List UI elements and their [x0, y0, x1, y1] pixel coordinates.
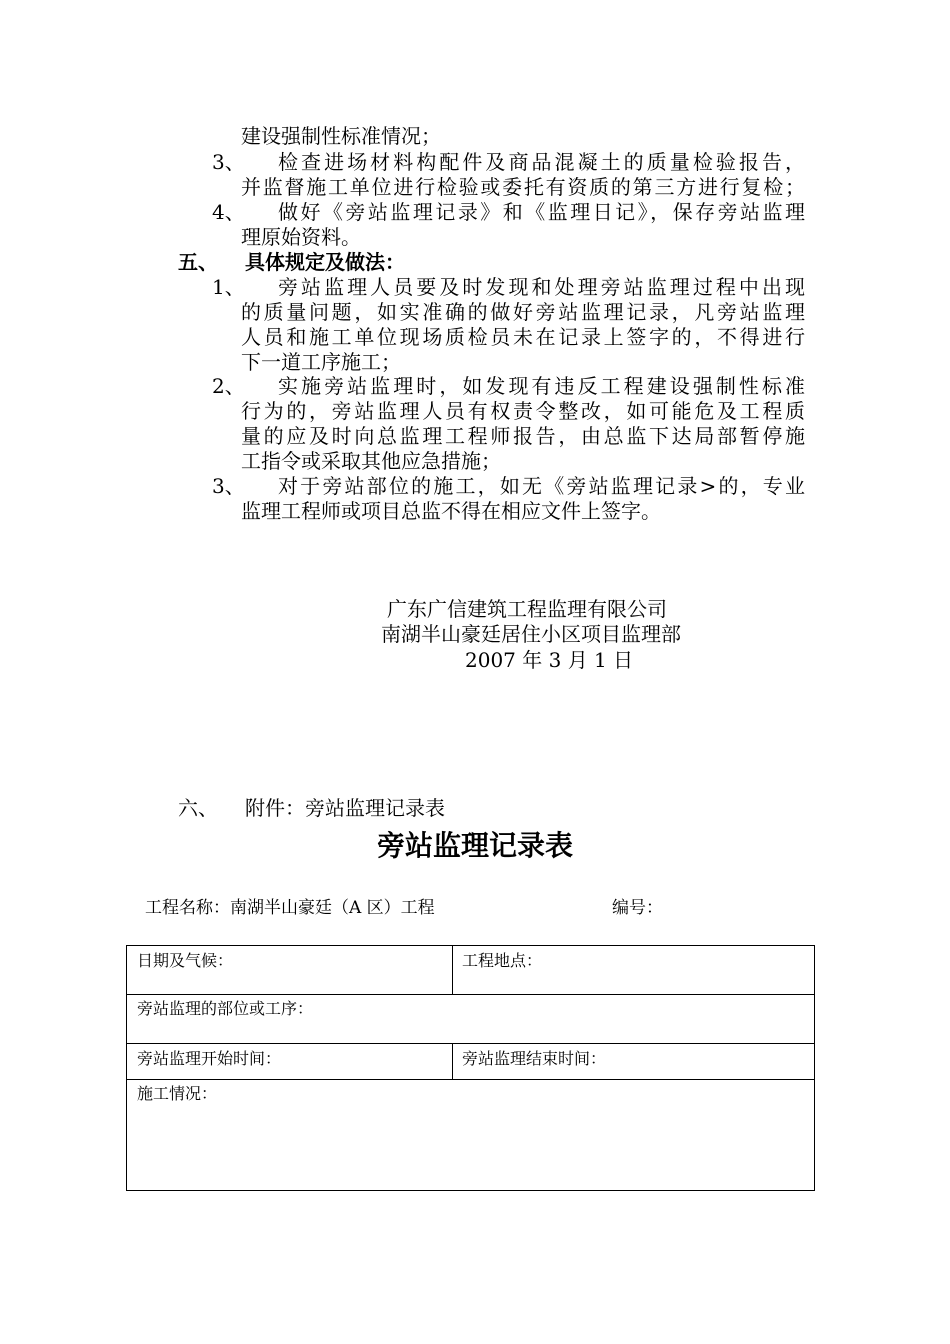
serial-number-label: 编号：	[612, 898, 663, 918]
item-number: 3、	[212, 474, 245, 498]
form-title: 旁站监理记录表	[376, 829, 573, 862]
item-number: 1、	[212, 275, 245, 299]
table-rule	[127, 994, 814, 995]
signature-date: 2007 年 3 月 1 日	[465, 648, 634, 672]
table-divider	[452, 1043, 453, 1079]
construction-status-field[interactable]: 施工情况：	[137, 1084, 218, 1103]
section-heading: 附件：旁站监理记录表	[245, 796, 445, 820]
text-line: 人员和施工单位现场质检员未在记录上签字的，不得进行	[241, 325, 805, 349]
part-process-field[interactable]: 旁站监理的部位或工序：	[137, 999, 314, 1018]
text-line: 量的应及时向总监理工程师报告，由总监下达局部暂停施	[241, 424, 805, 448]
section-heading: 具体规定及做法：	[245, 250, 405, 274]
text-line: 对于旁站部位的施工，如无《旁站监理记录>的，专业	[278, 474, 805, 498]
section-number: 五、	[178, 250, 218, 274]
text-line: 监理工程师或项目总监不得在相应文件上签字。	[241, 499, 661, 523]
text-line: 下一道工序施工；	[241, 350, 401, 374]
text-line: 工指令或采取其他应急措施；	[241, 449, 501, 473]
project-name: 工程名称：南湖半山豪廷（A 区）工程	[145, 898, 435, 918]
table-rule	[127, 1079, 814, 1080]
text-line: 实施旁站监理时，如发现有违反工程建设强制性标准	[278, 374, 805, 398]
company-name: 广东广信建筑工程监理有限公司	[387, 597, 667, 621]
table-divider	[452, 946, 453, 994]
end-time-field[interactable]: 旁站监理结束时间：	[462, 1049, 607, 1068]
item-number: 4、	[212, 200, 245, 224]
text-line: 理原始资料。	[241, 225, 361, 249]
start-time-field[interactable]: 旁站监理开始时间：	[137, 1049, 282, 1068]
location-field[interactable]: 工程地点：	[462, 951, 543, 970]
table-rule	[127, 1043, 814, 1044]
department-name: 南湖半山豪廷居住小区项目监理部	[381, 622, 681, 646]
text-line: 做好《旁站监理记录》和《监理日记》，保存旁站监理	[278, 200, 805, 224]
text-line: 建设强制性标准情况；	[241, 124, 441, 148]
section-number: 六、	[178, 796, 218, 820]
text-line: 的质量问题，如实准确的做好旁站监理记录，凡旁站监理	[241, 300, 805, 324]
item-number: 2、	[212, 374, 245, 398]
record-table	[126, 945, 815, 1191]
item-number: 3、	[212, 150, 245, 174]
text-line: 检查进场材料构配件及商品混凝土的质量检验报告，	[278, 150, 805, 174]
text-line: 旁站监理人员要及时发现和处理旁站监理过程中出现	[278, 275, 805, 299]
text-line: 并监督施工单位进行检验或委托有资质的第三方进行复检；	[241, 175, 805, 199]
date-weather-field[interactable]: 日期及气候：	[137, 951, 234, 970]
text-line: 行为的，旁站监理人员有权责令整改，如可能危及工程质	[241, 399, 805, 423]
